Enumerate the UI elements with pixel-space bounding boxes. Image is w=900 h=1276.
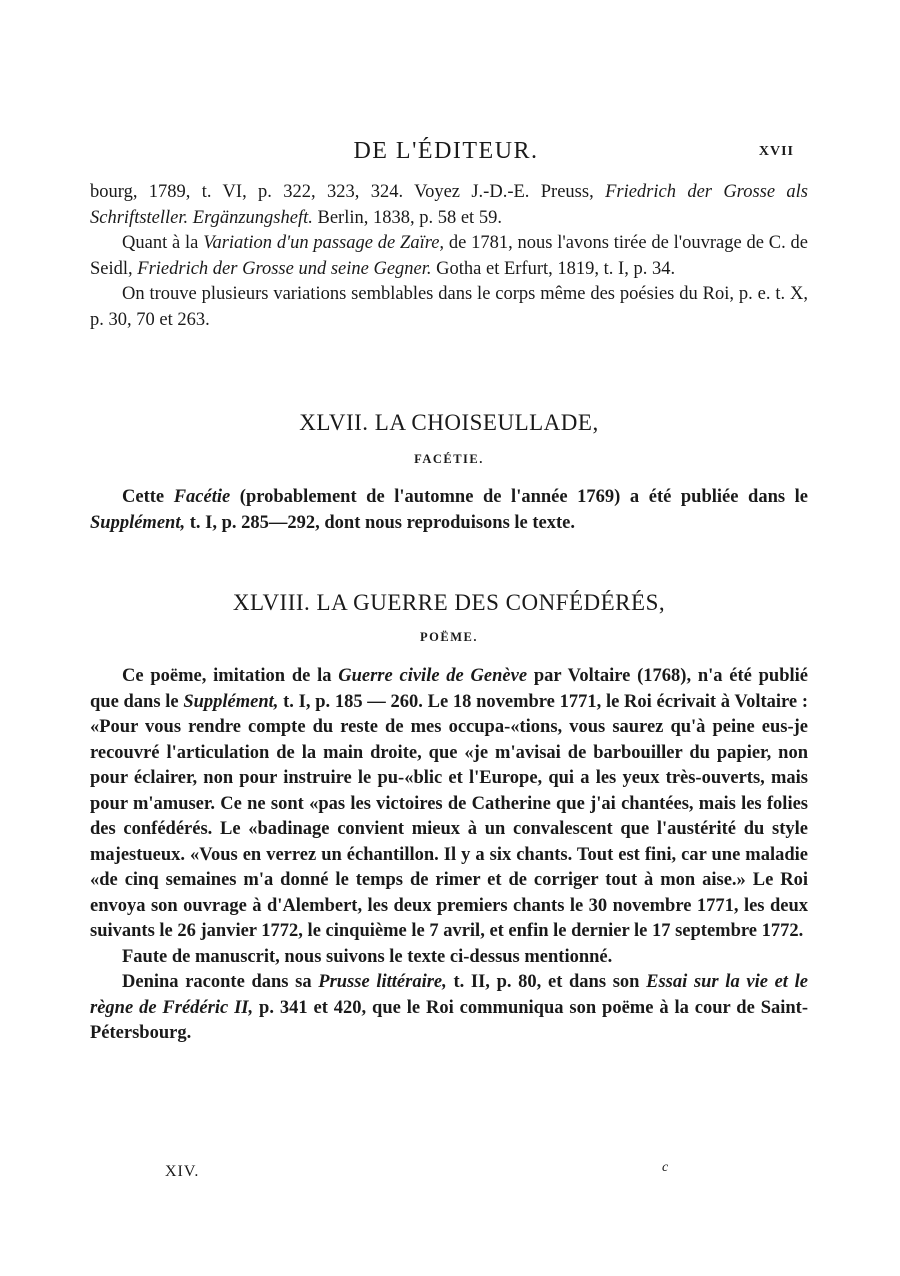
section-48-paragraph-3: [90, 970, 808, 1047]
text-run: Denina raconte dans sa: [122, 972, 319, 992]
signature-mark: XIV.: [165, 1163, 200, 1180]
section-47-paragraph-1: [90, 485, 808, 536]
text-run: t. I, p. 185 — 260. Le 18 novembre 1771, le Roi écrivait à Voltaire : «Pour vous rendre compte du reste de mes occupa-«tions, vous saurez qu'à peine eus-je recouvré l'articulation de la main droite, que «je m'avisai de barbouiller du papier, non pour éclairer, non pour instruire le pu-«blic et l'Europe, qui a les yeux très-ouverts, mais pour m'amuser. Ce ne sont «pas les victoires de Catherine que j'ai chantées, mais les folies des confédérés. Le «badinage convient mieux à un convalescent que l'austérité du style majestueux. «Vous en verrez un échantillon. Il y a six chants. Tout est fini, car une maladie «de cinq semaines m'a donné le temps de rimer et de corriger tout à mon aise.» Le Roi envoya son ouvrage à d'Alembert, les deux premiers chants le 30 novembre 1771, les deux suivants le 26 janvier 1772, le cinquième le 7 avril, et enfin le dernier le 17 septembre 1772.: [90, 691, 808, 941]
italic-run: Friedrich der Grosse als Schriftsteller. Ergänzungsheft.: [90, 182, 808, 228]
intro-paragraph-3: [90, 282, 808, 333]
text-run: bourg, 1789, t. VI, p. 322, 323, 324. Voyez J.-D.-E. Preuss,: [90, 182, 606, 202]
section-48-title: XLVIII. LA GUERRE DES CONFÉDÉRÉS,: [232, 590, 666, 615]
running-head: [90, 138, 802, 168]
section-47-subtitle: FACÉTIE.: [414, 452, 484, 466]
text-run: t. I, p. 285—292, dont nous reproduisons le texte.: [185, 512, 576, 533]
italic-run: Supplément,: [90, 512, 186, 533]
italic-run: Guerre civile de Genève: [338, 666, 528, 686]
section-47-title: XLVII. LA CHOISEULLADE,: [299, 410, 599, 435]
intro-paragraph-2: [90, 231, 808, 282]
italic-run: Facétie: [173, 487, 231, 507]
italic-run: Variation d'un passage de Zaïre,: [203, 233, 445, 253]
section-48-paragraph-2: [90, 945, 808, 971]
text-run: t. II, p. 80, et dans son: [446, 972, 647, 992]
text-run: de 1781, nous l'avons tirée de l'ouvrage de C. de Seidl,: [90, 233, 808, 279]
text-run: Gotha et Erfurt, 1819, t. I, p. 34.: [431, 258, 676, 279]
section-48-body: [90, 664, 808, 1047]
intro-paragraph-1: [90, 180, 808, 231]
running-head-title: DE L'ÉDITEUR.: [353, 138, 539, 164]
italic-run: Supplément,: [183, 691, 279, 712]
text-run: (probablement de l'automne de l'année 1769) a été publiée dans le: [230, 487, 808, 507]
text-run: On trouve plusieurs variations semblables dans le corps même des poésies du Roi, p. e. t. X, p. 30, 70 et 263.: [90, 284, 808, 330]
text-run: par Voltaire (1768), n'a été publié que dans le: [90, 666, 808, 712]
text-run: p. 341 et 420, que le Roi communiqua son poëme à la cour de Saint-Pétersbourg.: [90, 997, 808, 1043]
page-number: XVII: [758, 144, 794, 159]
text-run: Faute de manuscrit, nous suivons le texte ci-dessus mentionné.: [122, 946, 613, 967]
section-48-subtitle: POËME.: [420, 630, 478, 644]
section-47-body: [90, 485, 808, 536]
italic-run: Essai sur la vie et le règne de Frédéric II,: [90, 972, 808, 1018]
italic-run: Prusse littéraire,: [318, 972, 447, 992]
signature-letter: c: [662, 1160, 669, 1175]
text-run: Quant à la: [122, 233, 204, 253]
text-run: Ce poëme, imitation de la: [122, 666, 339, 686]
italic-run: Friedrich der Grosse und seine Gegner.: [137, 258, 432, 279]
text-run: Berlin, 1838, p. 58 et 59.: [312, 207, 502, 228]
text-run: Cette: [122, 487, 174, 507]
section-48-paragraph-1: [90, 664, 808, 945]
intro-block: [90, 180, 808, 333]
